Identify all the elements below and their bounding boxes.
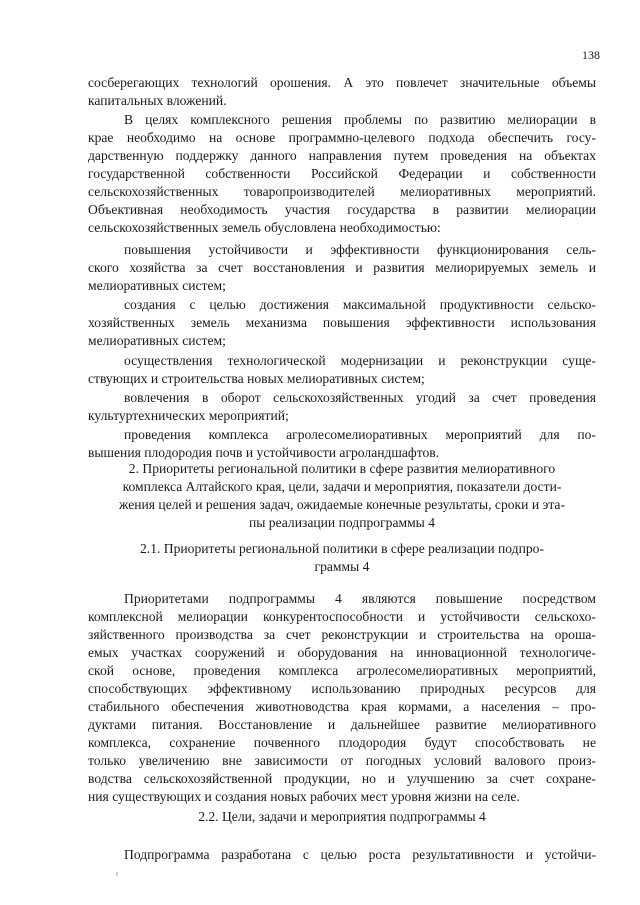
list-line: ского хозяйства за счет восстановления и развития мелиорируемых земель и <box>88 260 596 275</box>
subsection-heading-line: граммы 4 <box>314 559 370 574</box>
body-line: Объективная необходимость участия государства в развитии мелиорации <box>88 202 596 217</box>
body-line: капитальных вложений. <box>88 93 227 108</box>
list-line: хозяйственных земель механизма повышения эффективности использования <box>88 315 596 330</box>
body-line: Подпрограмма разработана с целью роста результативности и устойчи- <box>124 847 596 862</box>
body-line: водства сельскохозяйственной продукции, но и улучшению за счет сохране- <box>88 771 596 786</box>
list-line: мелиоративных систем; <box>88 278 226 293</box>
list-line: проведения комплекса агролесомелиоративных мероприятий для по- <box>124 427 596 442</box>
list-line: повышения устойчивости и эффективности функционирования сель- <box>124 242 596 257</box>
page-number: 138 <box>582 48 600 62</box>
body-line: ской основе, проведения комплекса агролесомелиоративных мероприятий, <box>88 663 596 678</box>
body-line: крае необходимо на основе программно-целевого подхода обеспечить госу- <box>88 130 596 145</box>
list-line: создания с целью достижения максимальной продуктивности сельско- <box>124 297 596 312</box>
list-line: ствующих и строительства новых мелиоративных систем; <box>88 371 425 386</box>
body-line: сосберегающих технологий орошения. А это повлечет значительные объемы <box>88 75 596 90</box>
section-heading-line: пы реализации подпрограммы 4 <box>248 515 436 530</box>
subsection-heading-line: 2.1. Приоритеты региональной политики в сфере реализации подпро- <box>140 541 544 556</box>
body-line: зяйственного производства за счет реконструкции и строительства на ороша- <box>88 627 596 642</box>
list-line: вовлечения в оборот сельскохозяйственных угодий за счет проведения <box>124 390 596 405</box>
body-line: государственной собственности Российской Федерации и собственности <box>88 166 596 181</box>
subsection-heading-line: 2.2. Цели, задачи и мероприятия подпрограммы 4 <box>198 809 486 824</box>
body-line: дуктами питания. Восстановление и дальнейшее развитие мелиоративного <box>88 717 596 732</box>
body-line: емых участках сооружений и оборудования на инновационной технологиче- <box>88 645 596 660</box>
body-line: комплекса, сохранение почвенного плодородия будут способствовать не <box>88 735 596 750</box>
body-line: сельскохозяйственных товаропроизводителей мелиоративных мероприятий. <box>88 184 596 199</box>
list-line: мелиоративных систем; <box>88 333 226 348</box>
scan-artifact <box>116 872 118 876</box>
body-line: дарственную поддержку данного направления путем проведения на объектах <box>88 148 596 163</box>
body-line: Приоритетами подпрограммы 4 являются повышение посредством <box>124 591 596 606</box>
body-line: комплексной мелиорации конкурентоспособности и устойчивости сельскохо- <box>88 609 596 624</box>
list-line: вышения плодородия почв и устойчивости агроландшафтов. <box>88 445 440 460</box>
body-line: В целях комплексного решения проблемы по развитию мелиорации в <box>124 112 596 127</box>
body-line: ния существующих и создания новых рабочих мест уровня жизни на селе. <box>88 789 520 804</box>
section-heading-line: 2. Приоритеты региональной политики в сфере развития мелиоративного <box>128 461 556 476</box>
section-heading-line: жения целей и решения задач, ожидаемые конечные результаты, сроки и эта- <box>118 497 565 512</box>
list-line: осуществления технологической модернизации и реконструкции суще- <box>124 353 596 368</box>
body-line: сельскохозяйственных земель обусловлена необходимостью: <box>88 220 441 235</box>
section-heading-line: комплекса Алтайского края, цели, задачи и мероприятия, показатели дости- <box>122 479 562 494</box>
list-line: культуртехнических мероприятий; <box>88 408 289 423</box>
body-line: стабильного обеспечения животноводства края кормами, а населения – про- <box>88 699 596 714</box>
body-line: способствующих эффективному использованию природных ресурсов для <box>88 681 596 696</box>
body-line: только увеличению вне зависимости от погодных условий валового произ- <box>88 753 596 768</box>
